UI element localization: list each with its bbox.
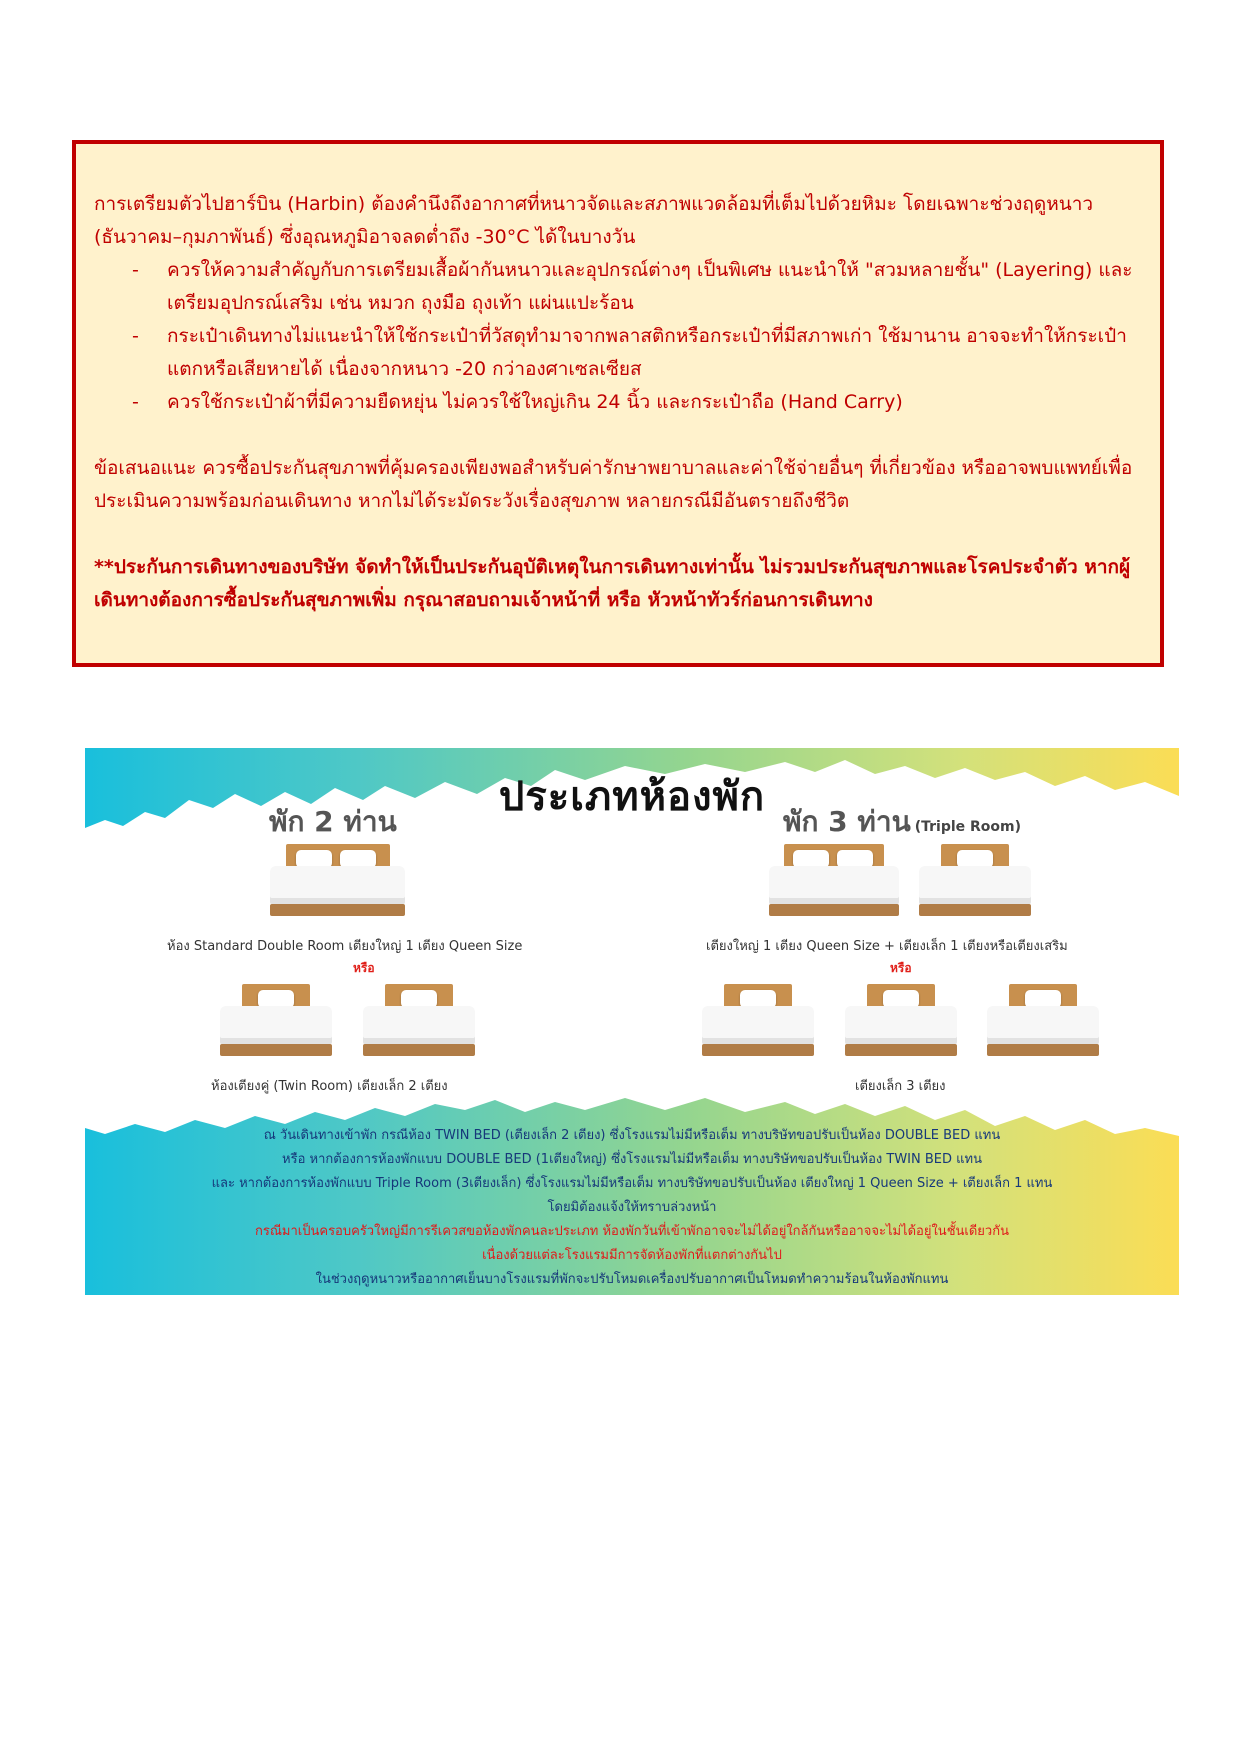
or-label: หรือ — [890, 961, 912, 975]
notice-box — [72, 140, 1164, 667]
room-notes — [85, 1124, 1179, 1292]
single-bed-icon — [220, 984, 332, 1056]
bullet-marker: - — [132, 391, 139, 413]
banner-title: ประเภทห้องพัก — [498, 774, 766, 820]
double-room-caption: ห้อง Standard Double Room เตียงใหญ่ 1 เตียง Queen Size — [167, 939, 523, 954]
single-bed-icon — [702, 984, 814, 1056]
notice-bullet — [94, 386, 1144, 419]
bullet-text: กระเป๋าเดินทางไม่แนะนำให้ใช้กระเป๋าที่วัสดุทำมาจากพลาสติกหรือกระเป๋าที่มีสภาพเก่า ใช้มานาน อาจจะทำให้กระเป๋าแตกหรือเสียหายได้ เนื่องจากหนาว -20 กว่าองศาเซลเซียส — [167, 325, 1127, 380]
room-note: ณ วันเดินทางเข้าพัก กรณีห้อง TWIN BED (เตียงเล็ก 2 เตียง) ซึ่งโรงแรมไม่มีหรือเต็ม ทางบริษัทขอปรับเป็นห้อง DOUBLE BED แทน — [263, 1128, 1001, 1143]
room-note: ในช่วงฤดูหนาวหรืออากาศเย็นบางโรงแรมที่พักจะปรับโหมดเครื่องปรับอากาศเป็นโหมดทำความร้อนในห้องพักแทน — [315, 1272, 949, 1287]
notice-advice: ข้อเสนอแนะ ควรซื้อประกันสุขภาพที่คุ้มครองเพียงพอสำหรับค่ารักษาพยาบาลและค่าใช้จ่ายอื่นๆ ที่เกี่ยวข้อง หรืออาจพบแพทย์เพื่อประเมินความพร้อมก่อนเดินทาง หากไม่ได้ระมัดระวังเรื่องสุขภาพ หลายกรณีมีอันตรายถึงชีวิต — [94, 457, 1133, 512]
room-note-red: กรณีมาเป็นครอบครัวใหญ่มีการรีเควสขอห้องพักคนละประเภท ห้องพักวันที่เข้าพักอาจจะไม่ได้อยู่ใกล้กันหรืออาจจะไม่ได้อยู่ในชั้นเดียวกัน — [255, 1224, 1009, 1239]
room-note-red: เนื่องด้วยแต่ละโรงแรมมีการจัดห้องพักที่แตกต่างกันไป — [482, 1248, 782, 1263]
or-label: หรือ — [353, 961, 375, 975]
two-person-heading: พัก 2 ท่าน — [269, 805, 397, 838]
triple-room-caption: เตียงเล็ก 3 เตียง — [855, 1079, 946, 1094]
bullet-marker: - — [132, 259, 139, 281]
notice-bullet-list — [94, 254, 1144, 419]
three-person-heading — [783, 800, 1021, 844]
queen-bed-icon — [769, 844, 899, 916]
bullet-text: ควรใช้กระเป๋าผ้าที่มีความยืดหยุ่น ไม่ควรใช้ใหญ่เกิน 24 นิ้ว และกระเป๋าถือ (Hand Carry) — [167, 391, 903, 413]
bullet-marker: - — [132, 325, 139, 347]
single-bed-icon — [987, 984, 1099, 1056]
notice-bullet — [94, 320, 1144, 386]
bullet-text: ควรให้ความสำคัญกับการเตรียมเสื้อผ้ากันหนาวและอุปกรณ์ต่างๆ เป็นพิเศษ แนะนำให้ "สวมหลายชั้น" (Layering) และเตรียมอุปกรณ์เสริม เช่น หมวก ถุงมือ ถุงเท้า แผ่นแปะร้อน — [167, 259, 1133, 314]
triple-combo-caption: เตียงใหญ่ 1 เตียง Queen Size + เตียงเล็ก 1 เตียงหรือเตียงเสริม — [706, 939, 1068, 954]
single-bed-icon — [919, 844, 1031, 916]
room-note: หรือ หากต้องการห้องพักแบบ DOUBLE BED (1เตียงใหญ่) ซึ่งโรงแรมไม่มีหรือเต็ม ทางบริษัทขอปรับเป็นห้อง TWIN BED แทน — [282, 1152, 982, 1167]
triple-room-label: (Triple Room) — [914, 819, 1022, 835]
twin-room-caption: ห้องเตียงคู่ (Twin Room) เตียงเล็ก 2 เตียง — [211, 1079, 448, 1094]
notice-bullet — [94, 254, 1144, 320]
notice-content — [94, 188, 1144, 617]
single-bed-icon — [845, 984, 957, 1056]
queen-bed-icon — [270, 844, 405, 916]
single-bed-icon — [363, 984, 475, 1056]
three-person-heading-text: พัก 3 ท่าน — [783, 805, 911, 838]
notice-warning: **ประกันการเดินทางของบริษัท จัดทำให้เป็นประกันอุบัติเหตุในการเดินทางเท่านั้น ไม่รวมประกันสุขภาพและโรคประจำตัว หากผู้เดินทางต้องการซื้อประกันสุขภาพเพิ่ม กรุณาสอบถามเจ้าหน้าที่ หรือ หัวหน้าทัวร์ก่อนการเดินทาง — [94, 556, 1131, 611]
room-note: และ หากต้องการห้องพักแบบ Triple Room (3เตียงเล็ก) ซึ่งโรงแรมไม่มีหรือเต็ม ทางบริษัทขอปรับเป็นห้อง เตียงใหญ่ 1 Queen Size + เตียงเล็ก 1 แทน — [211, 1176, 1053, 1191]
notice-intro: การเตรียมตัวไปฮาร์บิน (Harbin) ต้องคำนึงถึงอากาศที่หนาวจัดและสภาพแวดล้อมที่เต็มไปด้วยหิมะ โดยเฉพาะช่วงฤดูหนาว (ธันวาคม–กุมภาพันธ์) ซึ่งอุณหภูมิอาจลดต่ำถึง -30°C ได้ในบางวัน — [94, 193, 1094, 248]
room-types-banner — [85, 748, 1179, 1295]
room-note: โดยมิต้องแจ้งให้ทราบล่วงหน้า — [547, 1200, 717, 1215]
